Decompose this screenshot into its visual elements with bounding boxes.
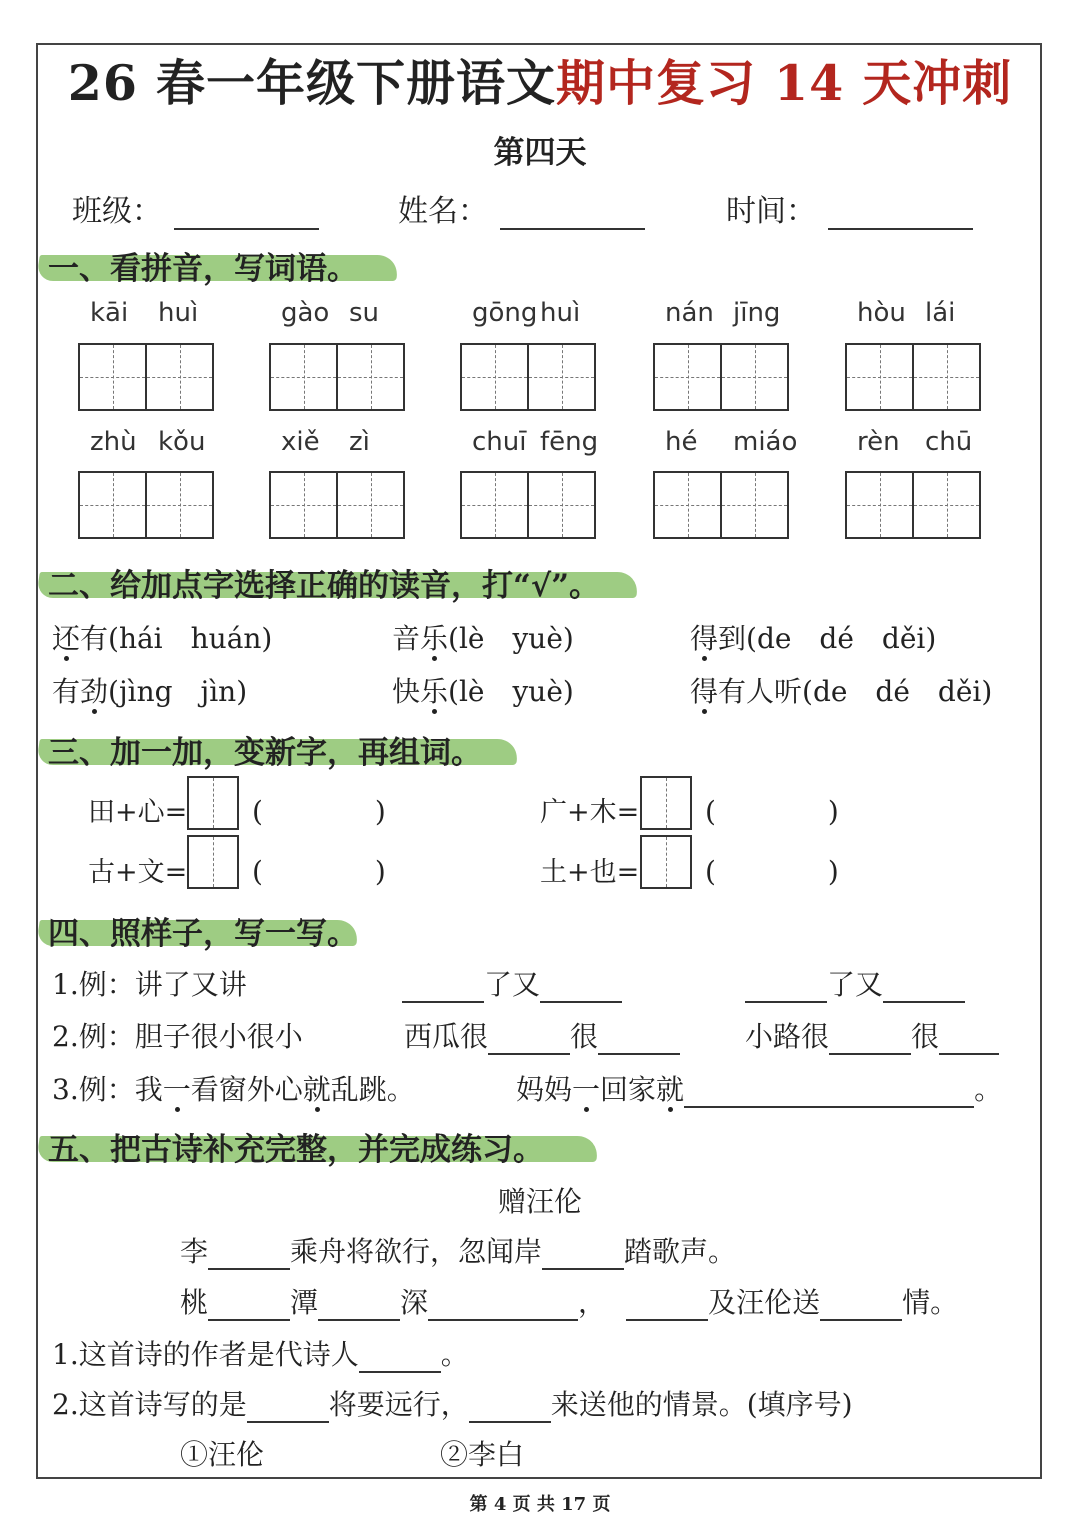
pinyin-syllable: lái <box>925 298 956 328</box>
writing-grid[interactable] <box>653 471 789 539</box>
q2-item-5: 快乐(lè yuè) <box>392 675 574 708</box>
pinyin-syllable: nán <box>665 298 714 328</box>
writing-grid[interactable] <box>845 471 981 539</box>
grid-cell[interactable] <box>655 473 722 537</box>
q3-formula-2: 广+木= <box>540 797 640 828</box>
q4-answer-2a: 西瓜很 很 <box>404 1015 680 1055</box>
pinyin-syllable: huì <box>540 298 581 328</box>
grid-cell[interactable] <box>80 345 147 409</box>
writing-grid[interactable] <box>269 471 405 539</box>
pinyin-syllable: hòu <box>857 298 906 328</box>
pinyin-syllable: hé <box>665 427 698 457</box>
writing-grid[interactable] <box>269 343 405 411</box>
pinyin-syllable: kāi <box>90 298 129 328</box>
q3-paren-4[interactable]: ( ) <box>705 855 839 888</box>
q3-paren-1[interactable]: ( ) <box>252 795 386 828</box>
poem-title: 赠汪伦 <box>497 1185 582 1218</box>
grid-cell[interactable] <box>655 345 722 409</box>
pinyin-syllable: chū <box>925 427 973 457</box>
q2-item-4: 有劲(jìng jìn) <box>52 675 248 708</box>
q2-item-6: 得有人听(de dé děi) <box>690 675 993 708</box>
page-footer: 第 4 页 共 17 页 <box>469 1494 611 1515</box>
pinyin-syllable: gào <box>281 298 330 328</box>
grid-cell[interactable] <box>271 473 338 537</box>
q3-formula-1: 田+心= <box>88 797 188 828</box>
section-1-heading: 一、看拼音，写词语。 <box>48 243 358 288</box>
section-2-heading: 二、给加点字选择正确的读音，打“√”。 <box>48 560 600 605</box>
time-field: 时间： <box>726 186 973 230</box>
writing-grid[interactable] <box>78 471 214 539</box>
grid-cell[interactable] <box>271 345 338 409</box>
grid-cell[interactable] <box>529 345 594 409</box>
section-5-heading: 五、把古诗补充完整，并完成练习。 <box>48 1124 544 1169</box>
pinyin-syllable: zhù <box>90 427 137 457</box>
grid-cell[interactable] <box>80 473 147 537</box>
writing-grid[interactable] <box>460 343 596 411</box>
grid-cell[interactable] <box>847 473 914 537</box>
q2-item-1: 还有(hái huán) <box>52 622 273 655</box>
section-4-heading: 四、照样子，写一写。 <box>48 908 358 953</box>
q4-example-2: 2.例：胆子很小很小 <box>52 1020 303 1053</box>
grid-cell[interactable] <box>338 473 403 537</box>
pinyin-syllable: miáo <box>733 427 798 457</box>
writing-grid[interactable] <box>845 343 981 411</box>
q4-answer-1b: 了又 <box>745 963 965 1003</box>
pinyin-syllable: jīng <box>733 298 781 328</box>
option-1: ①汪伦 <box>180 1438 265 1471</box>
poem-line-2: 桃 潭 深 ， 及汪伦送 情。 <box>180 1286 959 1319</box>
q3-answer-box-3[interactable] <box>187 835 239 889</box>
writing-grid[interactable] <box>78 343 214 411</box>
pinyin-syllable: su <box>349 298 380 328</box>
pinyin-syllable: rèn <box>857 427 900 457</box>
q3-answer-box-2[interactable] <box>640 776 692 830</box>
q3-paren-2[interactable]: ( ) <box>705 795 839 828</box>
q4-answer-3: 妈妈一回家就 。 <box>516 1073 1003 1106</box>
poem-question-2: 2.这首诗写的是 将要远行， 来送他的情景。(填序号) <box>52 1388 853 1421</box>
pinyin-syllable: kǒu <box>158 427 206 457</box>
q4-answer-1a: 了又 <box>402 963 622 1003</box>
poem-question-1: 1.这首诗的作者是代诗人 。 <box>52 1338 469 1371</box>
pinyin-syllable: huì <box>158 298 199 328</box>
class-field: 班级： <box>72 186 319 230</box>
name-blank[interactable] <box>500 194 645 230</box>
page-title <box>0 45 1080 115</box>
q3-answer-box-1[interactable] <box>187 776 239 830</box>
grid-cell[interactable] <box>147 345 212 409</box>
option-2: ②李白 <box>440 1438 525 1471</box>
grid-cell[interactable] <box>722 345 787 409</box>
grid-cell[interactable] <box>914 345 979 409</box>
title-black: 26 春一年级下册语文 <box>67 54 556 112</box>
q4-answer-2b: 小路很 很 <box>745 1015 999 1055</box>
pinyin-syllable: xiě <box>281 427 320 457</box>
pinyin-syllable: zì <box>349 427 370 457</box>
q3-formula-3: 古+文= <box>88 857 188 888</box>
pinyin-syllable: chuī <box>472 427 527 457</box>
grid-cell[interactable] <box>147 473 212 537</box>
section-3-heading: 三、加一加，变新字，再组词。 <box>48 727 482 772</box>
q3-formula-4: 土+也= <box>540 857 640 888</box>
name-field: 姓名： <box>398 186 645 230</box>
grid-cell[interactable] <box>914 473 979 537</box>
pinyin-syllable: fēng <box>540 427 599 457</box>
writing-grid[interactable] <box>653 343 789 411</box>
grid-cell[interactable] <box>722 473 787 537</box>
q4-example-3: 3.例：我一看窗外心就乱跳。 <box>52 1073 415 1106</box>
q4-example-1: 1.例：讲了又讲 <box>52 968 247 1001</box>
grid-cell[interactable] <box>338 345 403 409</box>
q3-paren-3[interactable]: ( ) <box>252 855 386 888</box>
q2-item-2: 音乐(lè yuè) <box>392 622 574 655</box>
poem-line-1: 李 乘舟将欲行，忽闻岸 踏歌声。 <box>180 1235 737 1268</box>
class-blank[interactable] <box>174 194 319 230</box>
pinyin-syllable: gōng <box>472 298 538 328</box>
q2-item-3: 得到(de dé děi) <box>690 622 937 655</box>
writing-grid[interactable] <box>460 471 596 539</box>
day-subtitle: 第四天 <box>493 135 587 171</box>
grid-cell[interactable] <box>462 473 529 537</box>
time-blank[interactable] <box>828 194 973 230</box>
grid-cell[interactable] <box>847 345 914 409</box>
grid-cell[interactable] <box>529 473 594 537</box>
q3-answer-box-4[interactable] <box>640 835 692 889</box>
grid-cell[interactable] <box>462 345 529 409</box>
title-red: 期中复习 14 天冲刺 <box>555 54 1013 112</box>
